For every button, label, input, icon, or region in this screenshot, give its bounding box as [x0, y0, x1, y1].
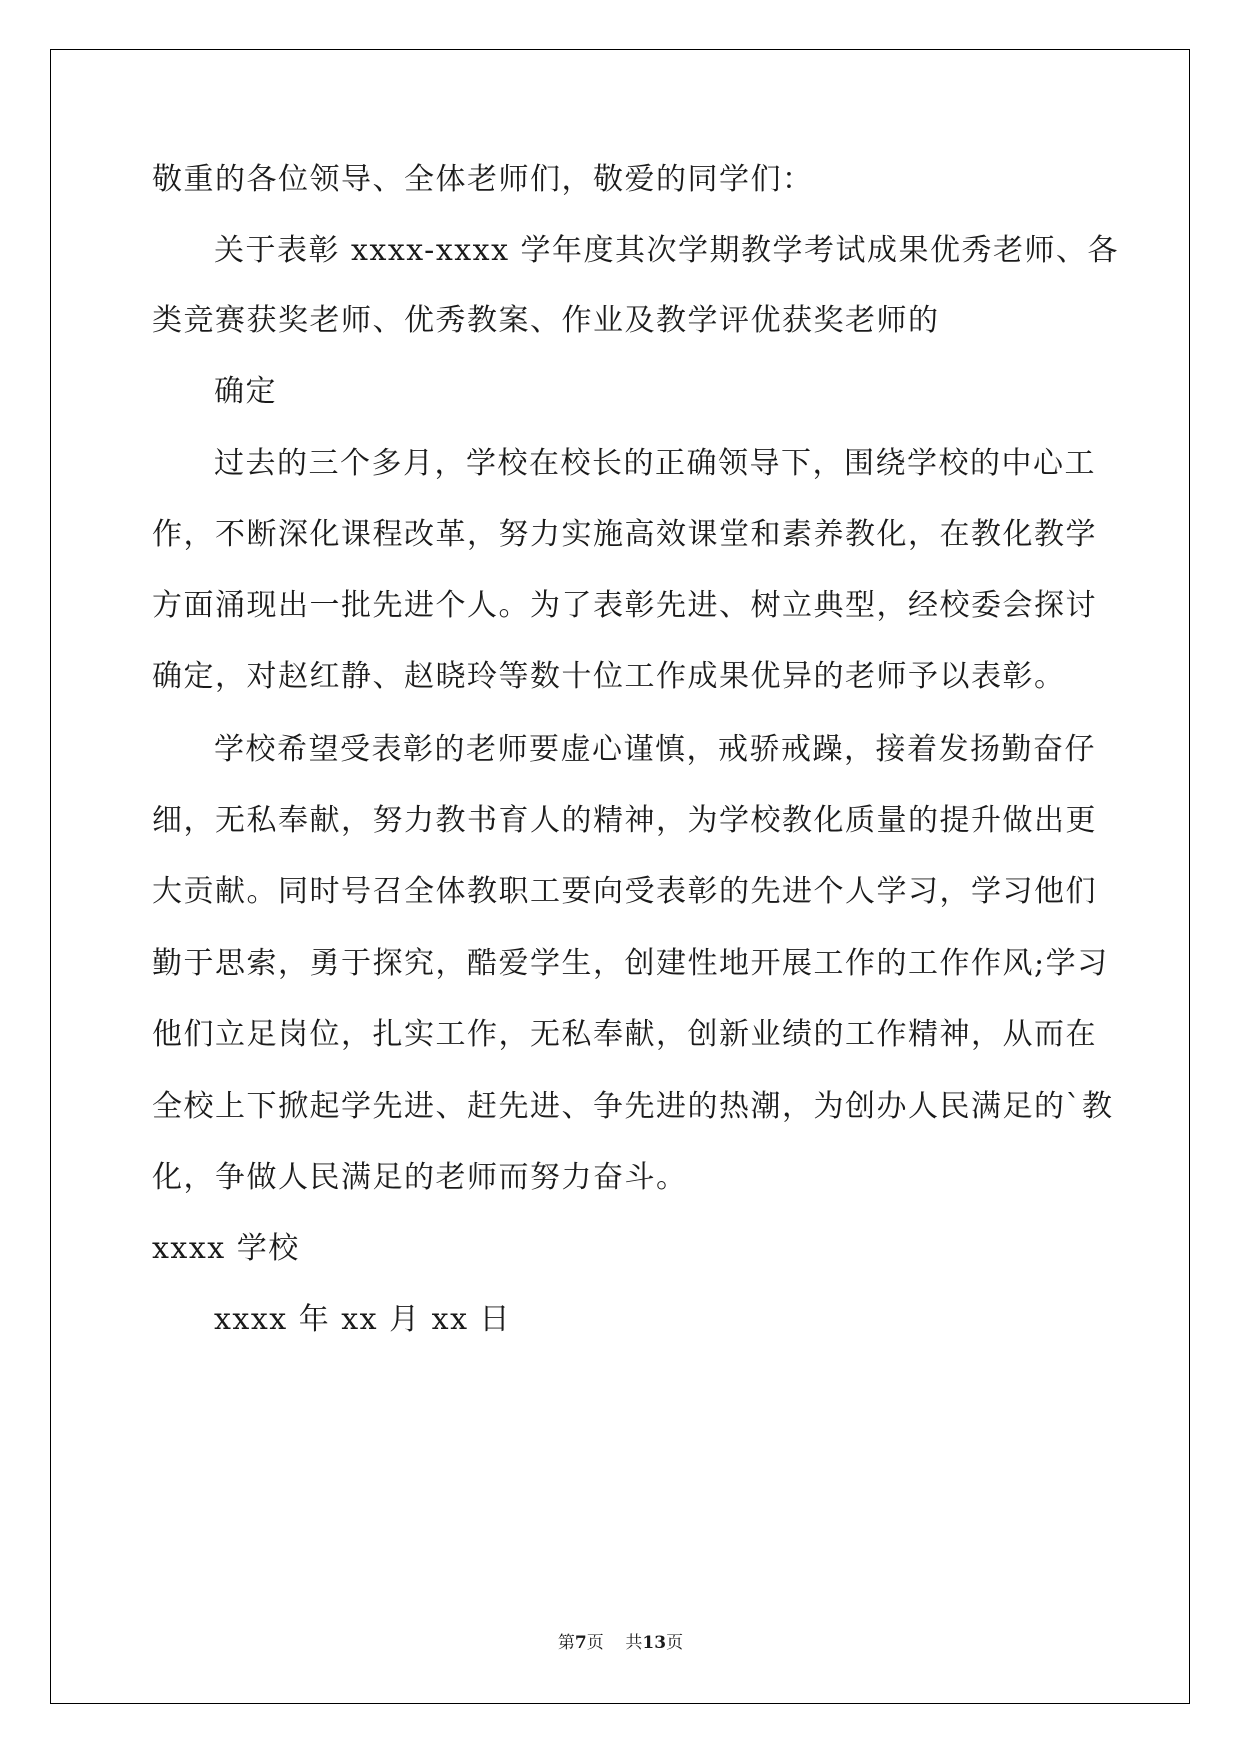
- total-prefix: 共: [625, 1633, 643, 1653]
- paragraph-line: 方面涌现出一批先进个人。为了表彰先进、树立典型，经校委会探讨: [152, 588, 1097, 623]
- paragraph-line: 确定，对赵红静、赵晓玲等数十位工作成果优异的老师予以表彰。: [152, 659, 1066, 694]
- page-number: 7: [574, 1633, 587, 1653]
- paragraph-line: 大贡献。同时号召全体教职工要向受表彰的先进个人学习，学习他们: [152, 874, 1097, 909]
- page-prefix: 第: [557, 1633, 575, 1653]
- paragraph-line: 细，无私奉献，努力教书育人的精神，为学校教化质量的提升做出更: [152, 803, 1097, 838]
- title-line: 关于表彰 xxxx-xxxx 学年度其次学期教学考试成果优秀老师、各: [214, 233, 1120, 268]
- total-pages: 13: [642, 1633, 667, 1653]
- paragraph-line: 他们立足岗位，扎实工作，无私奉献，创新业绩的工作精神，从而在: [152, 1017, 1097, 1052]
- paragraph-line: 全校上下掀起学先进、赶先进、争先进的热潮，为创办人民满足的`教: [152, 1089, 1114, 1124]
- paragraph-line: 作，不断深化课程改革，努力实施高效课堂和素养教化，在教化教学: [152, 517, 1097, 552]
- paragraph-line: 过去的三个多月，学校在校长的正确领导下，围绕学校的中心工: [214, 446, 1096, 481]
- title-line: 确定: [214, 374, 277, 409]
- paragraph-line: 学校希望受表彰的老师要虚心谨慎，戒骄戒躁，接着发扬勤奋仔: [214, 732, 1096, 767]
- title-line: 类竞赛获奖老师、优秀教案、作业及教学评优获奖老师的: [152, 303, 940, 338]
- signature-date: xxxx 年 xx 月 xx 日: [214, 1302, 512, 1337]
- salutation: 敬重的各位领导、全体老师们，敬爱的同学们：: [152, 162, 814, 197]
- paragraph-line: 化，争做人民满足的老师而努力奋斗。: [152, 1160, 688, 1195]
- page-unit: 页: [586, 1633, 604, 1653]
- total-unit: 页: [666, 1633, 684, 1653]
- paragraph-line: 勤于思索，勇于探究，酷爱学生，创建性地开展工作的工作作风;学习: [152, 946, 1109, 981]
- signature-org: xxxx 学校: [152, 1231, 300, 1266]
- page-footer: [0, 1632, 1241, 1654]
